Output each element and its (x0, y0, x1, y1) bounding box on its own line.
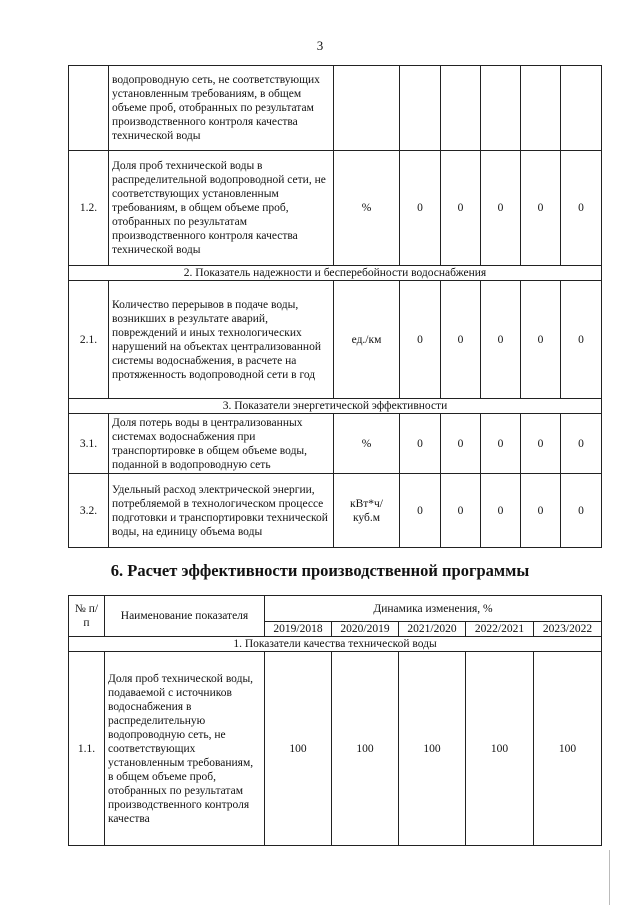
unit: кВт*ч/ куб.м (334, 474, 400, 548)
row-number (69, 66, 109, 151)
section-row (69, 399, 602, 414)
value-cell: 0 (400, 281, 441, 399)
table-row (69, 474, 602, 548)
section-heading: 6. Расчет эффективности производственной программы (110, 561, 530, 580)
header-num: № п/п (69, 596, 105, 637)
value-cell: 100 (265, 652, 332, 846)
value-cell: 0 (481, 474, 521, 548)
value-cell: 0 (521, 474, 561, 548)
value-cell (561, 66, 602, 151)
row-number: 3.1. (69, 414, 109, 474)
value-cell: 100 (466, 652, 534, 846)
indicator-name: водопроводную сеть, не соответствующих установленным требованиям, в общем объеме проб, отобранных по результатам производственного контроля качества технической воды (109, 66, 334, 151)
period-header: 2023/2022 (534, 622, 602, 637)
period-header: 2019/2018 (265, 622, 332, 637)
row-number: 1.2. (69, 151, 109, 266)
value-cell: 0 (441, 281, 481, 399)
unit: % (334, 414, 400, 474)
value-cell (441, 66, 481, 151)
table-row (69, 151, 602, 266)
value-cell: 0 (441, 474, 481, 548)
value-cell: 0 (561, 151, 602, 266)
table-row (69, 66, 602, 151)
scan-edge-line (609, 850, 610, 905)
page-number: 3 (316, 38, 324, 53)
value-cell: 100 (399, 652, 466, 846)
value-cell: 100 (332, 652, 399, 846)
unit: ед./км (334, 281, 400, 399)
efficiency-table (68, 595, 602, 846)
value-cell: 0 (521, 281, 561, 399)
indicator-name: Доля потерь воды в централизованных системах водоснабжения при транспортировке в общем объеме воды, поданной в водопроводную сеть (109, 414, 334, 474)
value-cell (521, 66, 561, 151)
value-cell: 0 (521, 151, 561, 266)
section-row (69, 637, 602, 652)
section-title: 3. Показатели энергетической эффективности (69, 399, 602, 414)
section-row (69, 266, 602, 281)
period-header: 2021/2020 (399, 622, 466, 637)
period-header: 2020/2019 (332, 622, 399, 637)
row-number: 2.1. (69, 281, 109, 399)
indicator-name: Доля проб технической воды, подаваемой с источников водоснабжения в распределительную водопроводную сеть, не соответствующих установленным требованиям, в общем объеме проб, отобранных по результатам производственного контроля качества (105, 652, 265, 846)
section-title: 2. Показатель надежности и бесперебойности водоснабжения (69, 266, 602, 281)
value-cell: 0 (521, 414, 561, 474)
table-row (69, 281, 602, 399)
value-cell: 0 (400, 151, 441, 266)
table-row (69, 652, 602, 846)
value-cell: 0 (481, 281, 521, 399)
section-title: 1. Показатели качества технической воды (69, 637, 602, 652)
value-cell: 0 (400, 414, 441, 474)
value-cell: 0 (561, 281, 602, 399)
row-number: 1.1. (69, 652, 105, 846)
indicator-name: Доля проб технической воды в распределительной водопроводной сети, не соответствующих установленным требованиям, в общем объеме проб, отобранных по результатам производственного контроля качества технической воды (109, 151, 334, 266)
value-cell: 0 (561, 474, 602, 548)
value-cell: 0 (400, 474, 441, 548)
header-dynamics: Динамика изменения, % (265, 596, 602, 622)
header-name: Наименование показателя (105, 596, 265, 637)
indicators-table (68, 65, 602, 548)
indicator-name: Количество перерывов в подаче воды, возникших в результате аварий, повреждений и иных технологических нарушений на объектах централизованной системы водоснабжения, в расчете на протяженность водопроводной сети в год (109, 281, 334, 399)
indicator-name: Удельный расход электрической энергии, потребляемой в технологическом процессе подготовки и транспортировки технической воды, на единицу объема воды (109, 474, 334, 548)
value-cell (481, 66, 521, 151)
row-number: 3.2. (69, 474, 109, 548)
unit: % (334, 151, 400, 266)
value-cell: 0 (441, 414, 481, 474)
value-cell: 100 (534, 652, 602, 846)
value-cell: 0 (561, 414, 602, 474)
unit (334, 66, 400, 151)
value-cell: 0 (441, 151, 481, 266)
value-cell: 0 (481, 151, 521, 266)
value-cell (400, 66, 441, 151)
period-header: 2022/2021 (466, 622, 534, 637)
value-cell: 0 (481, 414, 521, 474)
table-row (69, 414, 602, 474)
